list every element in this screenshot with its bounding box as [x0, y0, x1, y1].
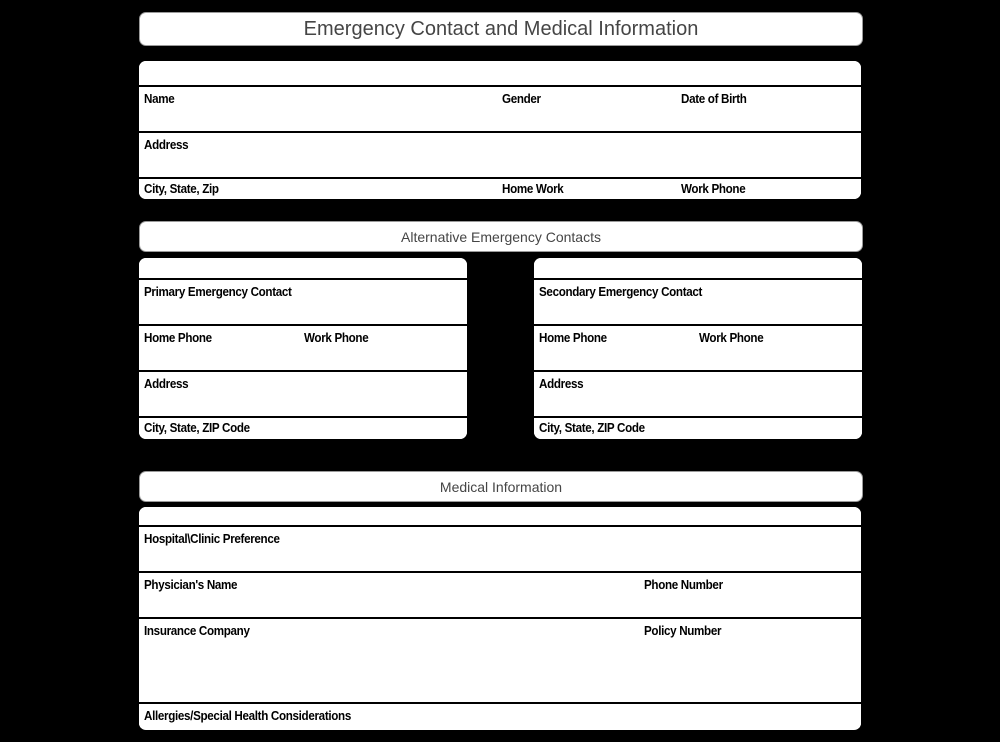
field-label: Allergies/Special Health Considerations	[144, 709, 351, 723]
page-title: Emergency Contact and Medical Information	[139, 12, 863, 46]
field-label: Insurance Company	[144, 624, 250, 638]
field-label: Home Work	[502, 182, 564, 196]
secondary-city-row[interactable]	[534, 418, 862, 439]
field-label: Secondary Emergency Contact	[539, 285, 703, 299]
field-label: Home Phone	[539, 331, 607, 345]
secondary-header-row[interactable]	[534, 258, 862, 280]
field-label: City, State, Zip	[144, 182, 219, 196]
field-label: Policy Number	[644, 624, 722, 638]
secondary-emergency-contact-block	[533, 257, 863, 440]
primary-address-row[interactable]	[139, 372, 467, 418]
field-label: Physician's Name	[144, 578, 238, 592]
personal-city-row[interactable]	[139, 179, 861, 199]
field-label: Primary Emergency Contact	[144, 285, 292, 299]
primary-phone-row[interactable]	[139, 326, 467, 372]
medical-hospital-row[interactable]	[139, 527, 861, 573]
field-label: Work Phone	[304, 331, 369, 345]
primary-contact-row[interactable]	[139, 280, 467, 326]
field-label: City, State, ZIP Code	[144, 421, 250, 435]
field-label: Address	[539, 377, 584, 391]
field-label: Address	[144, 377, 189, 391]
field-label: Phone Number	[644, 578, 723, 592]
personal-information-block	[138, 60, 862, 200]
primary-city-row[interactable]	[139, 418, 467, 439]
medical-header-row[interactable]	[139, 507, 861, 527]
alternative-contacts-banner: Alternative Emergency Contacts	[139, 221, 863, 252]
secondary-phone-row[interactable]	[534, 326, 862, 372]
medical-physician-row[interactable]	[139, 573, 861, 619]
personal-header-row[interactable]	[139, 61, 861, 87]
primary-header-row[interactable]	[139, 258, 467, 280]
primary-emergency-contact-block	[138, 257, 468, 440]
field-label: Name	[144, 92, 175, 106]
medical-information-block	[138, 506, 862, 731]
field-label: Work Phone	[681, 182, 746, 196]
field-label: Date of Birth	[681, 92, 747, 106]
medical-allergies-row[interactable]	[139, 704, 861, 728]
field-label: Address	[144, 138, 189, 152]
personal-address-row[interactable]	[139, 133, 861, 179]
field-label: Home Phone	[144, 331, 212, 345]
medical-insurance-row[interactable]	[139, 619, 861, 704]
personal-name-row[interactable]	[139, 87, 861, 133]
secondary-contact-row[interactable]	[534, 280, 862, 326]
secondary-address-row[interactable]	[534, 372, 862, 418]
field-label: Gender	[502, 92, 541, 106]
field-label: Hospital\Clinic Preference	[144, 532, 280, 546]
field-label: City, State, ZIP Code	[539, 421, 645, 435]
field-label: Work Phone	[699, 331, 764, 345]
medical-information-banner: Medical Information	[139, 471, 863, 502]
